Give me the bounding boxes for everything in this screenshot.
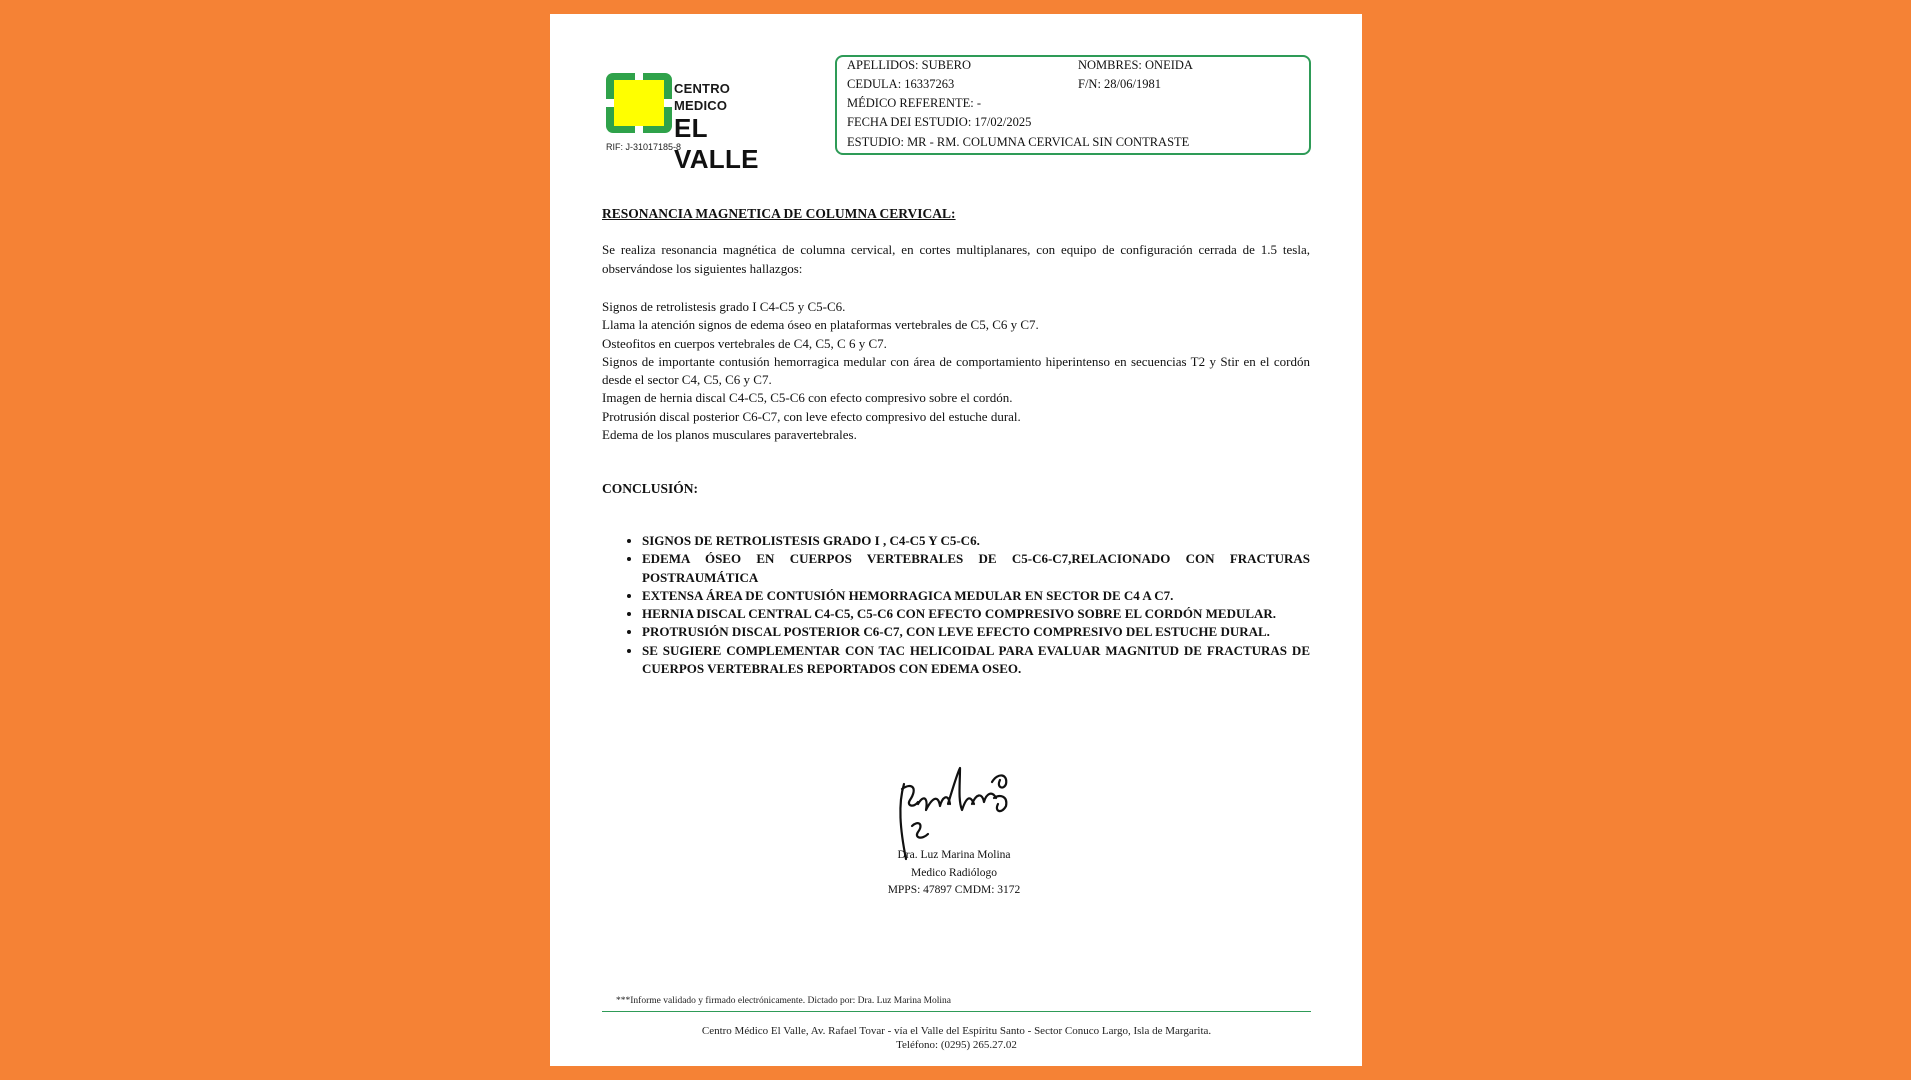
conclusion-item: • EDEMA ÓSEO EN CUERPOS VERTEBRALES DE C5-C6-C7,RELACIONADO CON FRACTURAS POSTRAUMÁTICA bbox=[642, 550, 1310, 587]
conclusion-item: • HERNIA DISCAL CENTRAL C4-C5, C5-C6 CON EFECTO COMPRESIVO SOBRE EL CORDÓN MEDULAR. bbox=[642, 605, 1310, 623]
patient-nombres: NOMBRES: ONEIDA bbox=[1078, 58, 1193, 72]
clinic-address: Centro Médico El Valle, Av. Rafael Tovar - vía el Valle del Espíritu Santo - Sector Conuco Largo, Isla de Margarita. bbox=[701, 1025, 1212, 1037]
finding-item: Edema de los planos musculares paravertebrales. bbox=[602, 427, 857, 443]
finding-item: Osteofitos en cuerpos vertebrales de C4, C5, C 6 y C7. bbox=[602, 335, 887, 351]
footer-address-block bbox=[602, 1024, 1311, 1052]
clinic-rif: RIF: J-31017185-8 bbox=[606, 142, 682, 152]
report-page bbox=[550, 14, 1362, 1066]
finding-item: Signos de retrolistesis grado I C4-C5 y C5-C6. bbox=[602, 299, 846, 314]
logo-text-centro: CENTRO bbox=[674, 81, 731, 96]
conclusion-item: • SE SUGIERE COMPLEMENTAR CON TAC HELICOIDAL PARA EVALUAR MAGNITUD DE FRACTURAS DE CUERPOS VERTEBRALES REPORTADOS CON EDEMA OSEO. bbox=[642, 642, 1310, 679]
signature-block bbox=[784, 847, 1124, 900]
conclusion-item: • PROTRUSIÓN DISCAL POSTERIOR C6-C7, CON LEVE EFECTO COMPRESIVO DEL ESTUCHE DURAL. bbox=[642, 623, 1310, 641]
finding-item: Imagen de hernia discal C4-C5, C5-C6 con efecto compresivo sobre el cordón. bbox=[602, 390, 1013, 406]
conclusion-item: • SIGNOS DE RETROLISTESIS GRADO I , C4-C5 Y C5-C6. bbox=[642, 532, 1310, 550]
footer-divider bbox=[602, 1011, 1311, 1012]
report-intro: Se realiza resonancia magnética de columna cervical, en cortes multiplanares, con equipo de configuración cerrada de 1.5 tesla, observándose los siguientes hallazgos: bbox=[602, 242, 1310, 276]
patient-info-box bbox=[835, 55, 1311, 155]
study-type: ESTUDIO: MR - RM. COLUMNA CERVICAL SIN CONTRASTE bbox=[847, 135, 1190, 149]
signer-name: Dra. Luz Marina Molina bbox=[897, 849, 1011, 861]
clinic-logo-icon bbox=[604, 71, 674, 135]
clinic-logo bbox=[604, 69, 794, 174]
logo-text-medico: MEDICO bbox=[674, 98, 728, 113]
referring-physician: MÉDICO REFERENTE: - bbox=[847, 96, 982, 110]
signer-ids: MPPS: 47897 CMDM: 3172 bbox=[887, 884, 1021, 896]
report-title: RESONANCIA MAGNETICA DE COLUMNA CERVICAL: bbox=[602, 206, 956, 221]
patient-apellidos: APELLIDOS: SUBERO bbox=[847, 58, 971, 72]
patient-cedula: CEDULA: 16337263 bbox=[847, 77, 955, 91]
logo-text-el-valle: EL VALLE bbox=[674, 113, 759, 174]
study-date: FECHA DEI ESTUDIO: 17/02/2025 bbox=[847, 115, 1032, 129]
conclusion-title: CONCLUSIÓN: bbox=[602, 481, 699, 496]
finding-item: Protrusión discal posterior C6-C7, con leve efecto compresivo del estuche dural. bbox=[602, 408, 1021, 424]
finding-item: Llama la atención signos de edema óseo en plataformas vertebrales de C5, C6 y C7. bbox=[602, 317, 1039, 333]
finding-item: Signos de importante contusión hemorragica medular con área de comportamiento hiperintenso en secuencias T2 y Stir en el cordón desde el sector C4, C5, C6 y C7. bbox=[602, 353, 1310, 388]
clinic-phone: Teléfono: (0295) 265.27.02 bbox=[896, 1039, 1017, 1051]
validation-note: ***Informe validado y firmado electrónicamente. Dictado por: Dra. Luz Marina Molina bbox=[616, 996, 952, 1006]
patient-birth-date: F/N: 28/06/1981 bbox=[1078, 77, 1161, 91]
conclusion-item: • EXTENSA ÁREA DE CONTUSIÓN HEMORRAGICA MEDULAR EN SECTOR DE C4 A C7. bbox=[642, 587, 1310, 605]
signer-role: Medico Radiólogo bbox=[911, 866, 997, 879]
findings-list bbox=[602, 298, 1310, 444]
conclusion-list bbox=[602, 532, 1310, 678]
